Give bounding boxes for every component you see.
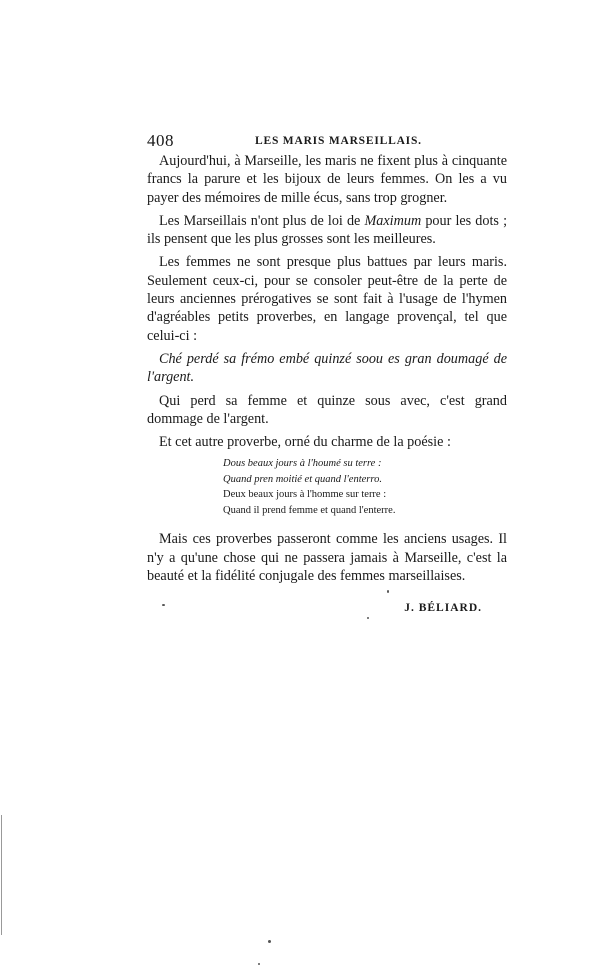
proverb-poem <box>223 456 507 518</box>
paragraph-3: Les femmes ne sont presque plus battues par leurs maris. Seulement ceux-ci, pour se consoler peut-être de la perte de leurs anciennes prérogatives se sont fait à l'usage de l'hymen d'agréables petits proverbes, en langage provençal, tel que celui-ci : <box>147 254 507 344</box>
maximum-term: Maximum <box>364 212 422 229</box>
body-text <box>147 152 507 623</box>
poem-line-4: Quand il prend femme et quand l'enterre. <box>223 504 396 516</box>
scan-speck <box>367 617 369 619</box>
scan-speck <box>162 604 165 606</box>
paragraph-2 <box>147 212 507 249</box>
scan-speck <box>258 963 260 965</box>
page-header <box>147 131 507 151</box>
paragraph-intro-poem: Et cet autre proverbe, orné du charme de la poésie : <box>159 434 451 451</box>
running-title: LES MARIS MARSEILLAIS. <box>255 135 422 147</box>
scan-speck <box>268 940 271 943</box>
scan-speck <box>387 590 389 593</box>
paragraph-2-end: pour les dots ; ils pensent que les plus grosses sont les meilleures. <box>147 212 508 248</box>
poem-line-1: Dous beaux jours à l'houmé su terre : <box>223 458 382 470</box>
poem-line-2: Quand pren moitié et quand l'enterro. <box>223 473 382 485</box>
proverb-translation: Qui perd sa femme et quinze sous avec, c'est grand dommage de l'argent. <box>147 392 507 427</box>
author-signature: J. BÉLIARD. <box>404 602 482 615</box>
page-number: 408 <box>147 131 174 150</box>
provencal-proverb: Ché perdé sa frémo embé quinzé soou es gran doumagé de l'argent. <box>147 350 507 386</box>
paragraph-2-start: Les Marseillais n'ont plus de loi de <box>159 212 361 229</box>
poem-line-3: Deux beaux jours à l'homme sur terre : <box>223 489 387 501</box>
closing-paragraph: Mais ces proverbes passeront comme les anciens usages. Il n'y a qu'une chose qui ne passera jamais à Marseille, c'est la beauté et la fidélité conjugale des femmes marseillaises. <box>147 531 507 585</box>
paragraph-1: Aujourd'hui, à Marseille, les maris ne fixent plus à cinquante francs la parure et les bijoux de leurs femmes. On les a vu payer des mémoires de mille écus, sans trop grogner. <box>147 153 507 206</box>
scan-edge-mark <box>1 815 2 935</box>
